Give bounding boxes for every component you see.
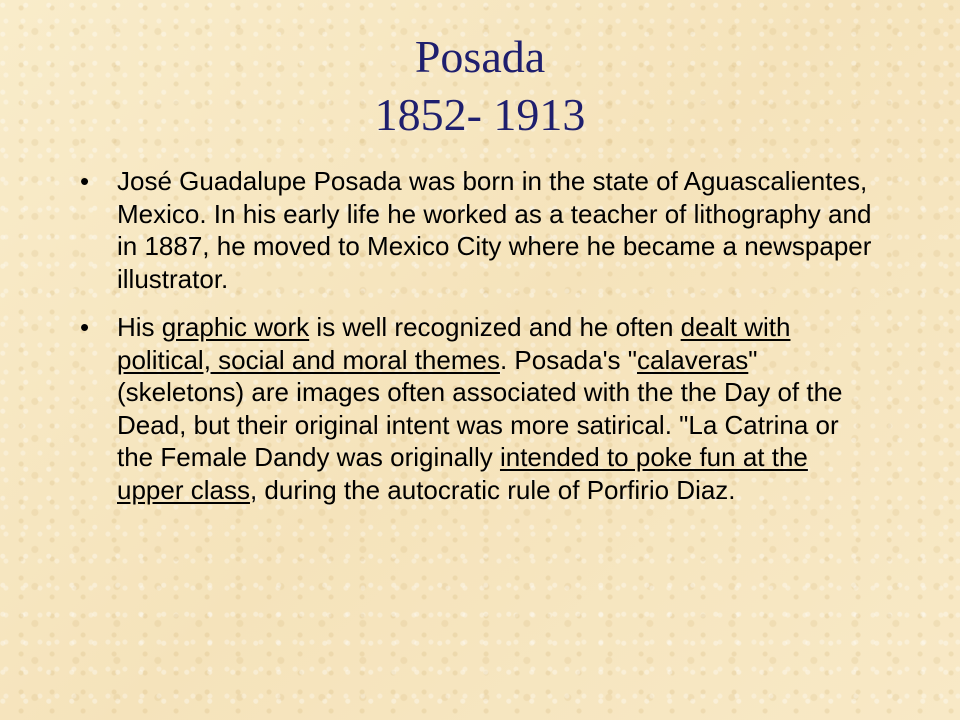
bullet-item-birth: [80, 165, 880, 295]
bullet-text: José Guadalupe Posada was born in the state of Aguascalientes, Mexico. In his early life he worked as a teacher of lithography and in 1887, he moved to Mexico City where he became a newspaper illustrator.: [117, 166, 872, 294]
link-poke-fun[interactable]: intended to poke fun at the upper class: [117, 442, 808, 505]
bullet-text-segment: . Posada's ": [499, 344, 638, 375]
title-name: Posada: [414, 31, 546, 82]
link-graphic-work[interactable]: graphic work: [161, 312, 310, 342]
title-dates: 1852- 1913: [374, 89, 586, 140]
bullet-icon: •: [80, 166, 90, 196]
bullet-item-graphic-work: [80, 311, 880, 506]
bullet-icon: •: [80, 312, 90, 342]
link-calaveras[interactable]: calaveras: [637, 344, 749, 375]
bullet-text-segment: His: [117, 312, 162, 342]
link-themes[interactable]: dealt with political, social and moral themes: [117, 312, 791, 375]
bullet-text-segment: , during the autocratic rule of Porfirio Diaz.: [249, 474, 736, 505]
bullet-text-segment: " (skeletons) are images often associated with the the Day of the Dead, but their original intent was more satirical. "La Catrina or the Female Dandy was originally: [117, 344, 843, 472]
slide-title: [0, 28, 960, 144]
bullet-list: [80, 165, 880, 506]
bullet-text-segment: is well recognized and he often: [309, 312, 681, 342]
